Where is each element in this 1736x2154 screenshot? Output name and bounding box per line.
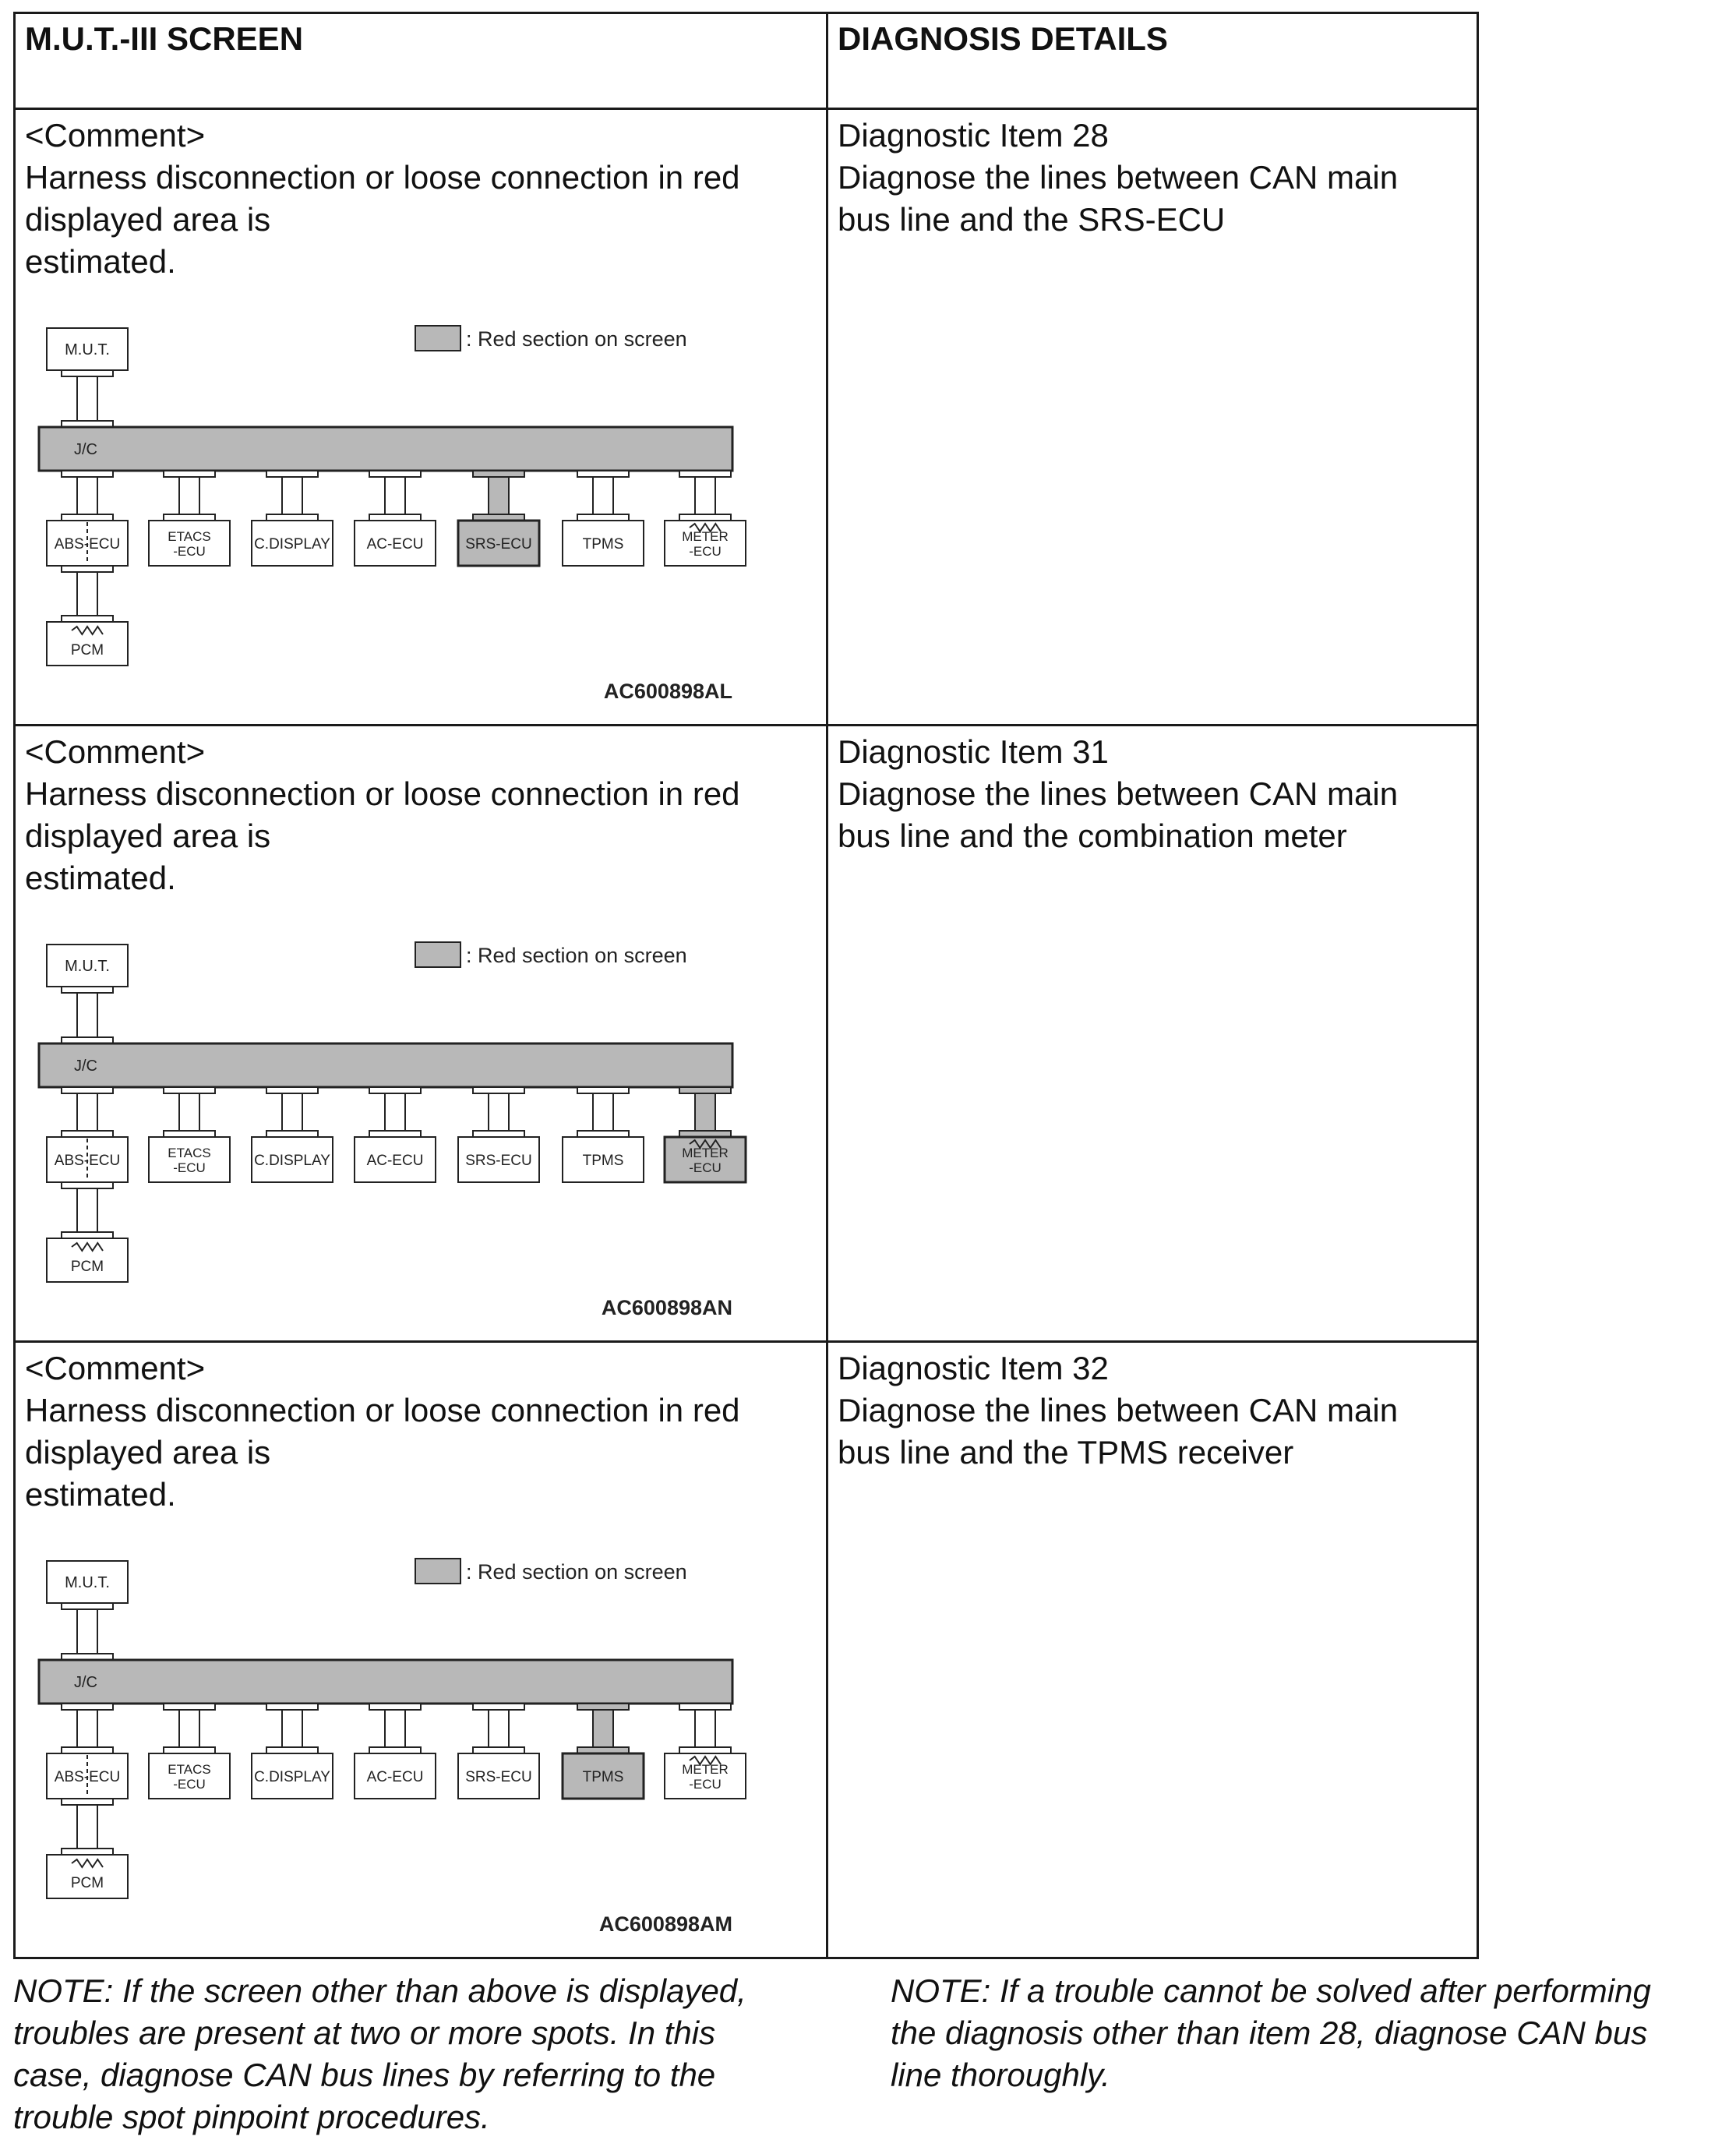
pcm-label: PCM	[70, 1875, 104, 1891]
mut-connector	[62, 370, 113, 427]
ac-label: AC-ECU	[366, 1769, 424, 1785]
etacs-label-top: ETACS	[168, 1762, 211, 1777]
etacs-connector	[164, 1704, 215, 1753]
jc-label: J/C	[74, 1674, 97, 1691]
comment-tag: <Comment>	[25, 733, 206, 770]
meter-connector	[679, 1087, 731, 1137]
meter-label-top: METER	[682, 1146, 729, 1160]
cdisplay-connector	[266, 471, 318, 521]
details-line: Diagnose the lines between CAN main	[838, 775, 1399, 812]
diagnostic-item-label: Diagnostic Item	[838, 733, 1064, 770]
figure-code: AC600898AM	[598, 1912, 732, 1936]
tpms-connector	[577, 1704, 629, 1753]
details-block	[828, 110, 1477, 241]
details-cell	[827, 726, 1478, 1342]
diagnostic-item-number: 32	[1072, 1350, 1109, 1386]
mut-connector	[62, 987, 113, 1043]
etacs-label-bottom: -ECU	[173, 1160, 206, 1175]
mut-label: M.U.T.	[65, 341, 110, 358]
details-line: bus line and the SRS-ECU	[838, 201, 1226, 238]
details-line: bus line and the TPMS receiver	[838, 1434, 1294, 1471]
ac-connector	[369, 1704, 421, 1753]
diagnosis-row	[15, 1342, 1478, 1958]
etacs-label-top: ETACS	[168, 1146, 211, 1160]
mut-label: M.U.T.	[65, 958, 110, 975]
note-left-line: trouble spot pinpoint procedures.	[13, 2099, 490, 2135]
mut-connector	[62, 1603, 113, 1660]
comment-line: Harness disconnection or loose connection in red	[25, 159, 740, 196]
jc-label: J/C	[74, 1058, 97, 1075]
note-right-line: NOTE: If a trouble cannot be solved after performing	[891, 1972, 1651, 2009]
figure-code: AC600898AN	[601, 1296, 732, 1319]
etacs-label-bottom: -ECU	[173, 544, 206, 559]
etacs-label-bottom: -ECU	[173, 1777, 206, 1792]
mut-label: M.U.T.	[65, 1574, 110, 1591]
pcm-label: PCM	[70, 642, 104, 659]
details-block	[828, 1343, 1477, 1474]
meter-label-top: METER	[682, 1762, 729, 1777]
ac-label: AC-ECU	[366, 536, 424, 553]
comment-block	[16, 110, 826, 283]
meter-connector	[679, 1704, 731, 1753]
comment-line: displayed area is	[25, 1434, 271, 1471]
abs-connector	[62, 1704, 113, 1753]
srs-connector	[473, 471, 524, 521]
jc-bus-bar	[39, 1043, 732, 1087]
srs-connector	[473, 1704, 524, 1753]
diagnostic-item-number: 28	[1072, 117, 1109, 154]
note-right-line: line thoroughly.	[891, 2057, 1110, 2093]
comment-line: Harness disconnection or loose connection in red	[25, 775, 740, 812]
etacs-label-top: ETACS	[168, 529, 211, 544]
details-line: bus line and the combination meter	[838, 817, 1347, 854]
legend-swatch	[415, 1559, 460, 1584]
abs-label: ABS-ECU	[54, 1153, 121, 1169]
cdisplay-connector	[266, 1087, 318, 1137]
cdisplay-connector	[266, 1704, 318, 1753]
can-bus-diagram	[16, 314, 795, 719]
comment-line: displayed area is	[25, 817, 271, 854]
note-right-line: the diagnosis other than item 28, diagnose CAN bus	[891, 2015, 1648, 2051]
legend-swatch	[415, 326, 460, 351]
ac-connector	[369, 471, 421, 521]
comment-line: estimated.	[25, 860, 176, 896]
tpms-connector	[577, 1087, 629, 1137]
ac-label: AC-ECU	[366, 1153, 424, 1169]
screen-cell	[15, 1342, 827, 1958]
diagnostic-item-number: 31	[1072, 733, 1109, 770]
can-bus-diagram	[16, 1547, 795, 1952]
ac-connector	[369, 1087, 421, 1137]
comment-line: estimated.	[25, 1476, 176, 1513]
tpms-label: TPMS	[582, 1769, 624, 1785]
note-left-line: troubles are present at two or more spots. In this	[13, 2015, 716, 2051]
srs-connector	[473, 1087, 524, 1137]
diagnosis-table	[13, 12, 1479, 1959]
comment-line: Harness disconnection or loose connection in red	[25, 1392, 740, 1428]
header-cell-details	[827, 13, 1478, 109]
comment-line: displayed area is	[25, 201, 271, 238]
abs-label: ABS-ECU	[54, 536, 121, 553]
table-header-row	[15, 13, 1478, 109]
diagnostic-item-label: Diagnostic Item	[838, 117, 1064, 154]
jc-bus-bar	[39, 427, 732, 471]
comment-line: estimated.	[25, 243, 176, 280]
note-left-line: NOTE: If the screen other than above is displayed,	[13, 1972, 746, 2009]
details-line: Diagnose the lines between CAN main	[838, 159, 1399, 196]
note-left	[13, 1970, 746, 2138]
cdisplay-label: C.DISPLAY	[254, 1153, 330, 1169]
comment-tag: <Comment>	[25, 117, 206, 154]
screen-cell	[15, 109, 827, 726]
abs-connector	[62, 471, 113, 521]
comment-tag: <Comment>	[25, 1350, 206, 1386]
cdisplay-label: C.DISPLAY	[254, 1769, 330, 1785]
details-block	[828, 726, 1477, 857]
legend-text: : Red section on screen	[466, 327, 687, 351]
header-cell-screen	[15, 13, 827, 109]
meter-connector	[679, 471, 731, 521]
pcm-connector	[62, 1182, 113, 1238]
header-details: DIAGNOSIS DETAILS	[838, 20, 1168, 57]
tpms-label: TPMS	[582, 1153, 624, 1169]
etacs-connector	[164, 471, 215, 521]
diagnostic-item-heading	[838, 731, 1467, 773]
cdisplay-label: C.DISPLAY	[254, 536, 330, 553]
note-right	[891, 1970, 1651, 2096]
meter-label-bottom: -ECU	[689, 1777, 722, 1792]
meter-label-bottom: -ECU	[689, 1160, 722, 1175]
diagnosis-row	[15, 726, 1478, 1342]
details-cell	[827, 1342, 1478, 1958]
tpms-connector	[577, 471, 629, 521]
srs-label: SRS-ECU	[465, 536, 532, 553]
srs-label: SRS-ECU	[465, 1153, 532, 1169]
diagnostic-item-heading	[838, 1347, 1467, 1390]
note-left-line: case, diagnose CAN bus lines by referring to the	[13, 2057, 716, 2093]
meter-label-bottom: -ECU	[689, 544, 722, 559]
diagnostic-item-heading	[838, 115, 1467, 157]
details-cell	[827, 109, 1478, 726]
header-screen: M.U.T.-III SCREEN	[25, 20, 304, 57]
pcm-connector	[62, 1799, 113, 1855]
jc-label: J/C	[74, 441, 97, 458]
meter-label-top: METER	[682, 529, 729, 544]
pcm-label: PCM	[70, 1259, 104, 1275]
etacs-connector	[164, 1087, 215, 1137]
screen-cell	[15, 726, 827, 1342]
tpms-label: TPMS	[582, 536, 624, 553]
can-bus-diagram	[16, 930, 795, 1336]
srs-label: SRS-ECU	[465, 1769, 532, 1785]
pcm-connector	[62, 566, 113, 622]
comment-block	[16, 726, 826, 899]
comment-block	[16, 1343, 826, 1516]
details-line: Diagnose the lines between CAN main	[838, 1392, 1399, 1428]
abs-connector	[62, 1087, 113, 1137]
figure-code: AC600898AL	[603, 680, 732, 703]
abs-label: ABS-ECU	[54, 1769, 121, 1785]
legend-swatch	[415, 942, 460, 967]
diagnosis-row	[15, 109, 1478, 726]
legend-text: : Red section on screen	[466, 1560, 687, 1584]
legend-text: : Red section on screen	[466, 944, 687, 967]
diagnostic-item-label: Diagnostic Item	[838, 1350, 1064, 1386]
jc-bus-bar	[39, 1660, 732, 1704]
